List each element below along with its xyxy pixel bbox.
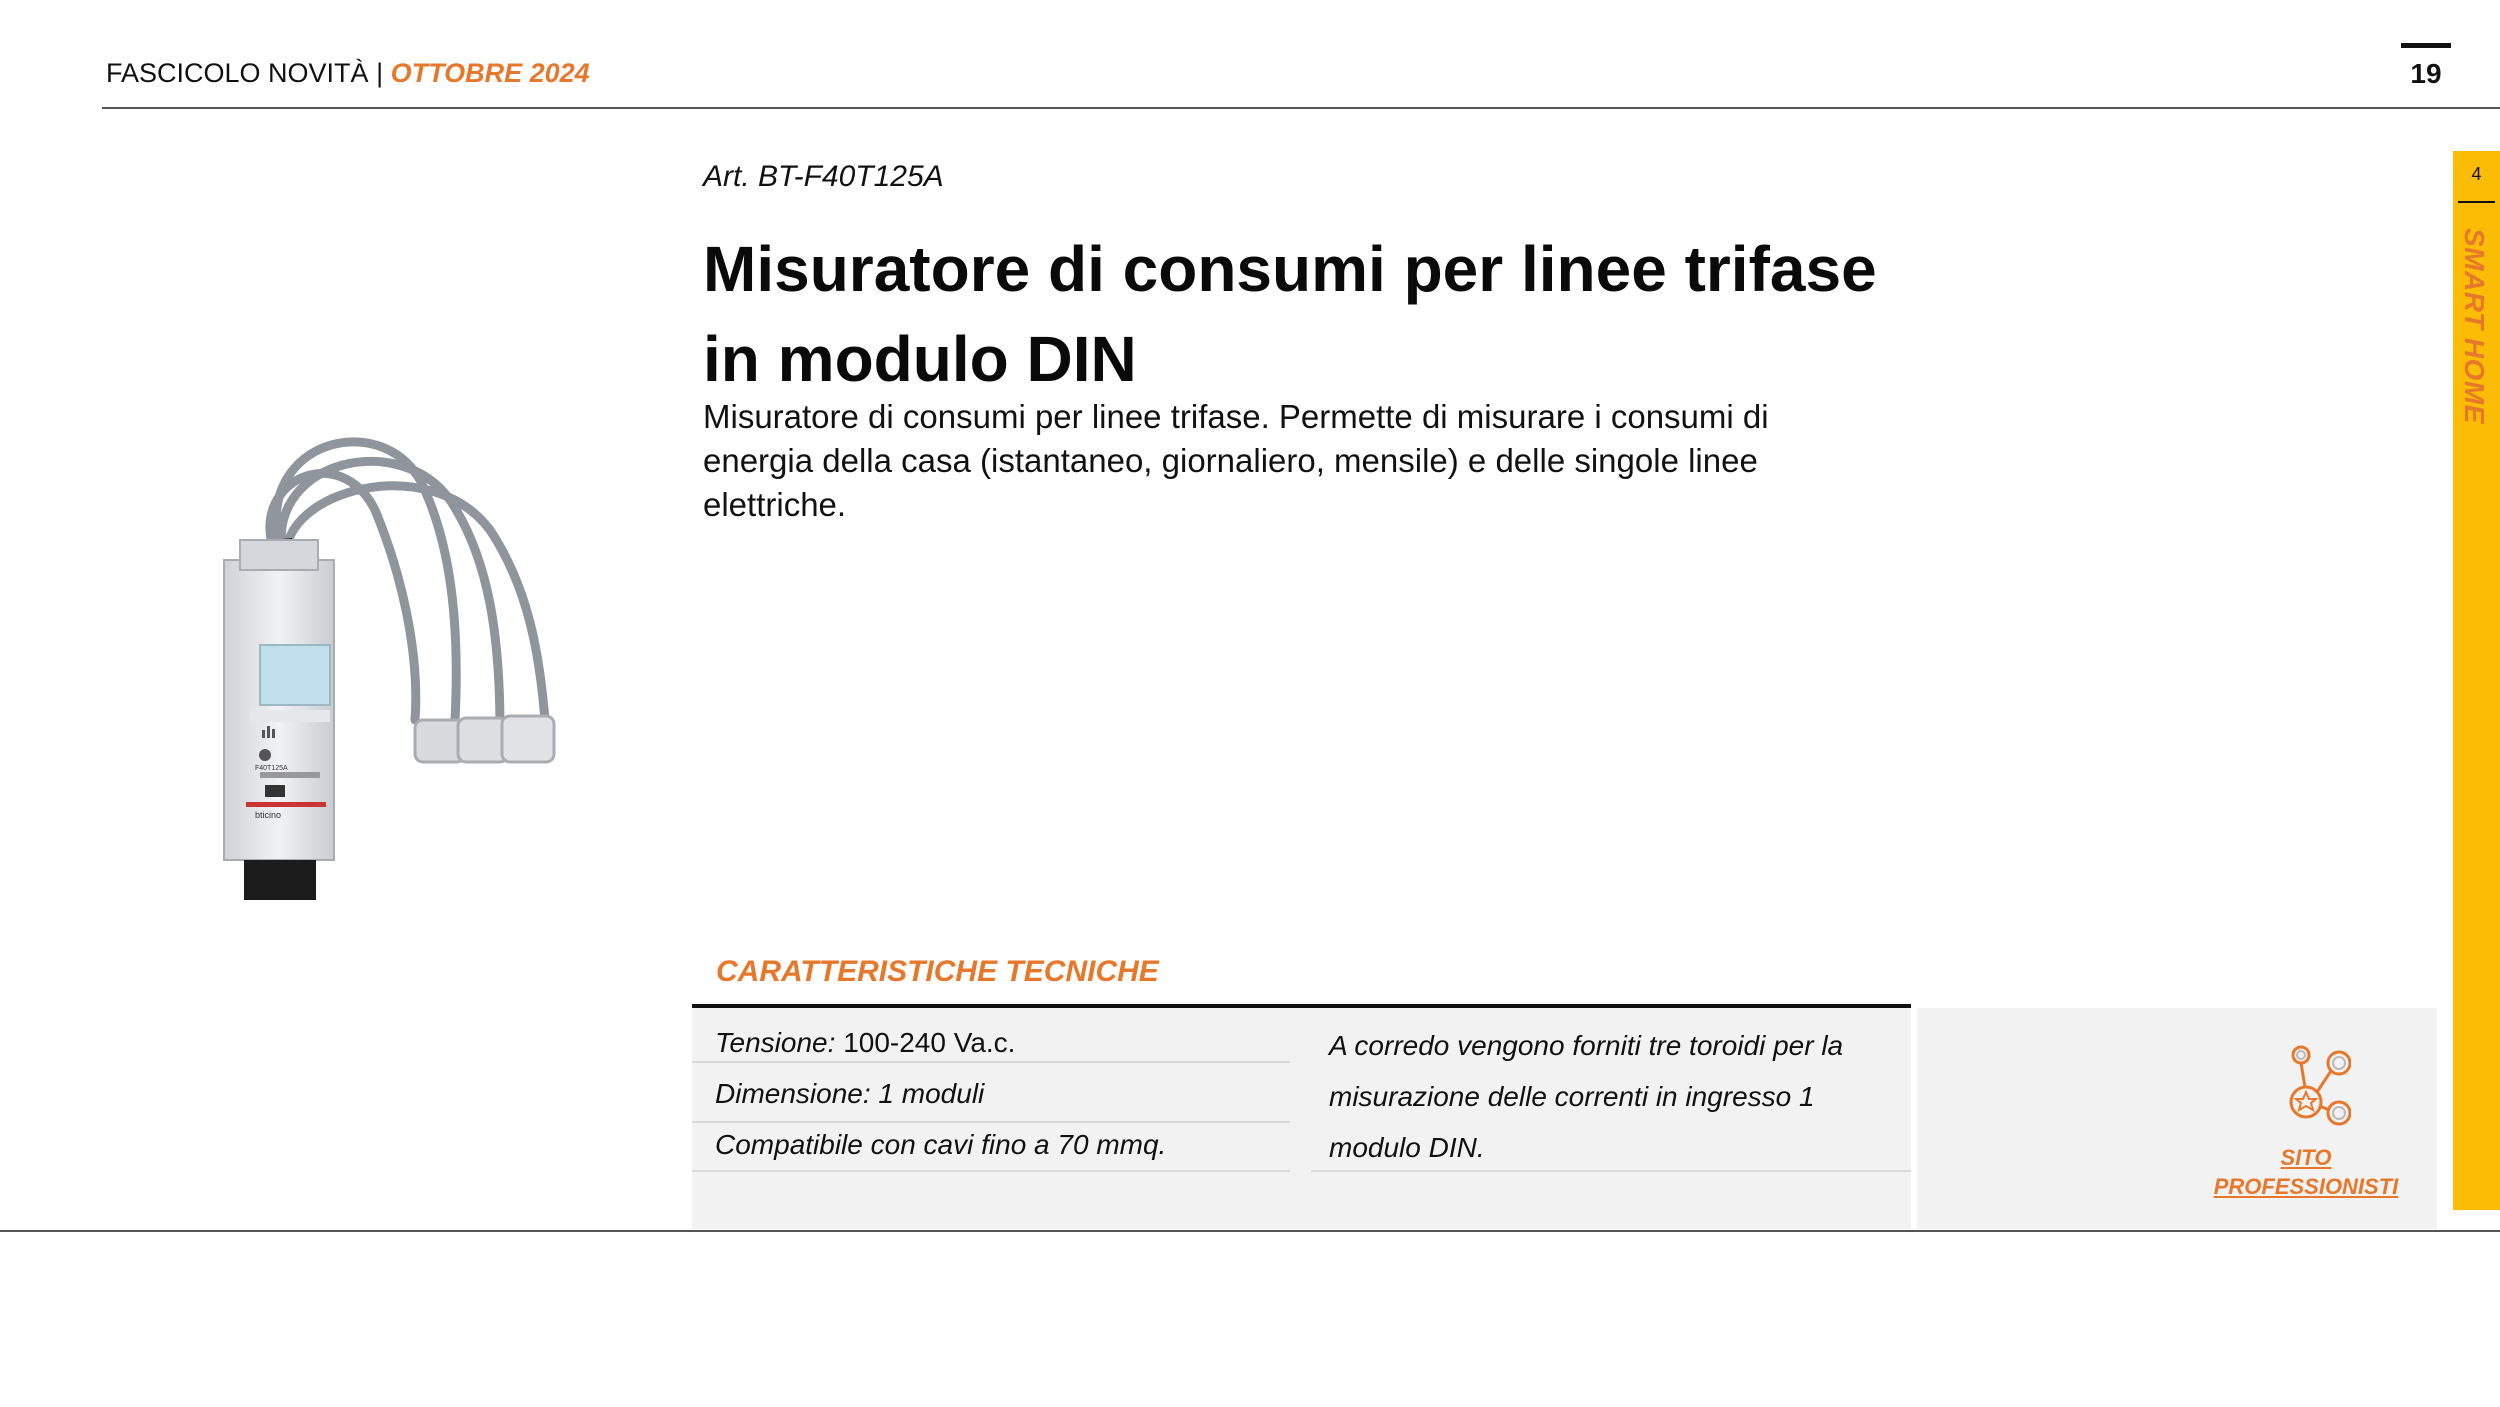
spec-row-voltage — [715, 1027, 1015, 1059]
site-link-line1[interactable]: SITO — [2280, 1145, 2332, 1170]
network-star-icon[interactable] — [2285, 1042, 2351, 1128]
spec-separator — [692, 1121, 1290, 1123]
section-tab-label: SMART HOME — [2459, 228, 2490, 424]
toroid-group — [415, 716, 554, 762]
tech-divider — [692, 1004, 1911, 1008]
spec-label: Dimensione: — [715, 1078, 871, 1109]
header-divider — [102, 107, 2500, 109]
device-brand-label: bticino — [255, 810, 282, 820]
spec-row-cable — [715, 1129, 1166, 1161]
header-month: OTTOBRE 2024 — [390, 58, 590, 88]
tech-note: A corredo vengono forniti tre toroidi per la misurazione delle correnti in ingresso 1 modulo DIN. — [1329, 1030, 1844, 1163]
tech-section-title: CARATTERISTICHE TECNICHE — [716, 955, 1159, 988]
product-description: Misuratore di consumi per linee trifase. Permette di misurare i consumi di energia della casa (istantaneo, giornaliero, mensile) e delle singole linee elettriche. — [703, 398, 1769, 523]
spec-separator — [692, 1061, 1290, 1063]
product-title-line2: in modulo DIN — [703, 323, 1137, 395]
page-number-mark — [2401, 43, 2451, 48]
spec-label: Tensione: — [715, 1027, 836, 1058]
spec-separator — [1311, 1170, 1911, 1172]
section-tab-number: 4 — [2471, 164, 2482, 184]
header-title — [106, 58, 590, 89]
spec-row-dimension — [715, 1078, 984, 1110]
header-label: FASCICOLO NOVITÀ — [106, 58, 369, 88]
site-link[interactable] — [2190, 1143, 2422, 1201]
site-link-line2[interactable]: PROFESSIONISTI — [2213, 1174, 2399, 1199]
product-image — [200, 420, 600, 940]
spec-label: Compatibile con cavi fino a 70 mmq. — [715, 1129, 1167, 1160]
spec-value: 1 moduli — [878, 1078, 985, 1109]
page-number: 19 — [2410, 58, 2442, 89]
product-title — [703, 224, 1933, 404]
section-tab-divider — [2458, 201, 2495, 203]
article-code: Art. BT-F40T125A — [703, 160, 944, 193]
footer-divider — [0, 1230, 2500, 1232]
spec-separator — [692, 1170, 1290, 1172]
product-title-line1: Misuratore di consumi per linee trifase — [703, 233, 1877, 305]
header-separator: | — [376, 58, 384, 88]
device-model-label: F40T125A — [255, 765, 288, 772]
spec-value: 100-240 Va.c. — [843, 1027, 1016, 1058]
